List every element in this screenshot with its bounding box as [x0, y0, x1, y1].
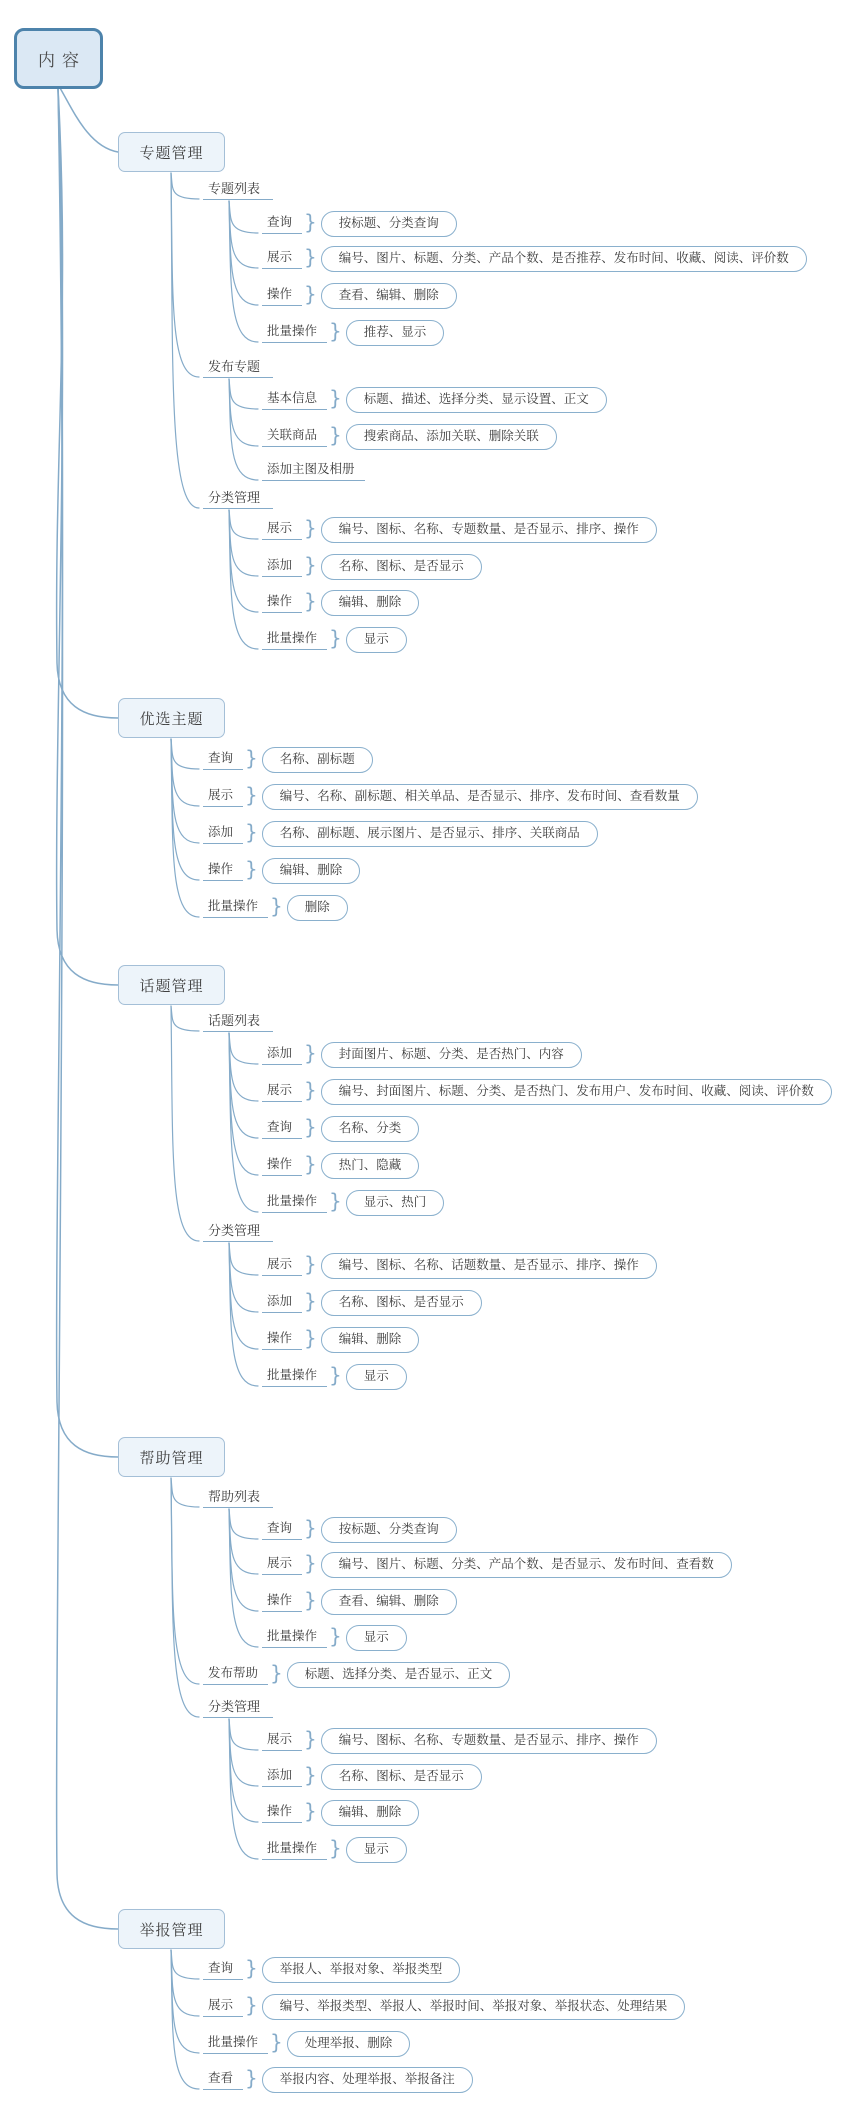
- row-label[interactable]: 操作: [262, 1331, 302, 1350]
- row-label[interactable]: 批量操作: [262, 1368, 327, 1387]
- brace-connector-icon: }: [304, 1550, 317, 1575]
- leaf-row: [262, 319, 444, 347]
- detail-pill[interactable]: 推荐、显示: [346, 320, 445, 346]
- row-label[interactable]: 操作: [203, 862, 243, 881]
- branch-node[interactable]: 举报管理: [118, 1909, 225, 1949]
- detail-pill[interactable]: 按标题、分类查询: [321, 1517, 457, 1543]
- row-label[interactable]: 批量操作: [262, 1629, 327, 1648]
- leaf-row: [262, 1799, 419, 1827]
- leaf-row: [203, 820, 598, 848]
- detail-pill[interactable]: 编号、名称、副标题、相关单品、是否显示、排序、发布时间、查看数量: [262, 784, 698, 810]
- brace-connector-icon: }: [304, 1040, 317, 1065]
- root-topic-node[interactable]: 内容: [14, 28, 103, 89]
- brace-connector-icon: }: [329, 1835, 342, 1860]
- brace-connector-icon: }: [270, 1660, 283, 1685]
- row-label[interactable]: 批量操作: [262, 631, 327, 650]
- brace-connector-icon: }: [304, 281, 317, 306]
- detail-pill[interactable]: 编辑、删除: [321, 1800, 420, 1826]
- leaf-row: [203, 783, 698, 811]
- detail-pill[interactable]: 编辑、删除: [262, 858, 361, 884]
- detail-pill[interactable]: 编号、图标、名称、话题数量、是否显示、排序、操作: [321, 1253, 657, 1279]
- row-label[interactable]: 基本信息: [262, 391, 327, 410]
- subtopic-label[interactable]: 发布专题: [203, 359, 273, 378]
- brace-connector-icon: }: [304, 1325, 317, 1350]
- leaf-row: [262, 1624, 407, 1652]
- leaf-row: [262, 1727, 657, 1755]
- brace-connector-icon: }: [304, 588, 317, 613]
- brace-connector-icon: }: [245, 856, 258, 881]
- brace-connector-icon: }: [329, 1623, 342, 1648]
- leaf-row: [262, 1551, 732, 1579]
- row-label[interactable]: 操作: [262, 1157, 302, 1176]
- leaf-row: [262, 423, 557, 451]
- brace-connector-icon: }: [304, 552, 317, 577]
- leaf-row: [262, 516, 657, 544]
- row-label[interactable]: 批量操作: [262, 1841, 327, 1860]
- leaf-row: [262, 626, 407, 654]
- brace-connector-icon: }: [245, 745, 258, 770]
- brace-connector-icon: }: [329, 318, 342, 343]
- subtopic-row: [203, 1218, 273, 1246]
- detail-pill[interactable]: 查看、编辑、删除: [321, 1589, 457, 1615]
- detail-pill[interactable]: 名称、图标、是否显示: [321, 1290, 482, 1316]
- leaf-row: [262, 1326, 419, 1354]
- brace-connector-icon: }: [245, 1992, 258, 2017]
- brace-connector-icon: }: [245, 1955, 258, 1980]
- brace-connector-icon: }: [304, 1114, 317, 1139]
- row-label[interactable]: 添加: [262, 558, 302, 577]
- row-label[interactable]: 批量操作: [262, 1194, 327, 1213]
- detail-pill[interactable]: 名称、图标、是否显示: [321, 554, 482, 580]
- row-label[interactable]: 发布帮助: [203, 1666, 268, 1685]
- row-label[interactable]: 操作: [262, 1593, 302, 1612]
- leaf-row: [203, 1956, 460, 1984]
- row-label[interactable]: 批量操作: [262, 324, 327, 343]
- detail-pill[interactable]: 热门、隐藏: [321, 1153, 420, 1179]
- detail-pill[interactable]: 标题、描述、选择分类、显示设置、正文: [346, 387, 607, 413]
- subtopic-label[interactable]: 话题列表: [203, 1013, 273, 1032]
- detail-pill[interactable]: 标题、选择分类、是否显示、正文: [287, 1662, 511, 1688]
- brace-connector-icon: }: [270, 893, 283, 918]
- leaf-row: [203, 2030, 410, 2058]
- leaf-row: [262, 1115, 419, 1143]
- detail-pill[interactable]: 编号、图标、名称、专题数量、是否显示、排序、操作: [321, 517, 657, 543]
- detail-pill[interactable]: 举报人、举报对象、举报类型: [262, 1957, 461, 1983]
- brace-connector-icon: }: [304, 209, 317, 234]
- leaf-row: [262, 282, 457, 310]
- leaf-row: [262, 1078, 832, 1106]
- branch-node[interactable]: 专题管理: [118, 132, 225, 172]
- detail-pill[interactable]: 显示: [346, 1837, 407, 1863]
- subtopic-row: [203, 176, 273, 204]
- detail-pill[interactable]: 编号、图片、标题、分类、产品个数、是否显示、发布时间、查看数: [321, 1552, 732, 1578]
- leaf-row: [262, 245, 807, 273]
- leaf-row: [203, 1661, 510, 1689]
- leaf-row: [262, 1363, 407, 1391]
- brace-connector-icon: }: [304, 1251, 317, 1276]
- row-label[interactable]: 添加主图及相册: [262, 462, 365, 481]
- detail-pill[interactable]: 编号、举报类型、举报人、举报时间、举报对象、举报状态、处理结果: [262, 1994, 686, 2020]
- brace-connector-icon: }: [304, 1077, 317, 1102]
- subtopic-label[interactable]: 专题列表: [203, 181, 273, 200]
- detail-pill[interactable]: 名称、图标、是否显示: [321, 1764, 482, 1790]
- brace-connector-icon: }: [304, 1798, 317, 1823]
- row-label[interactable]: 操作: [262, 1804, 302, 1823]
- subtopic-row: [203, 354, 273, 382]
- detail-pill[interactable]: 编号、图片、标题、分类、产品个数、是否推荐、发布时间、收藏、阅读、评价数: [321, 246, 807, 272]
- subtopic-row: [203, 1008, 273, 1036]
- brace-connector-icon: }: [329, 625, 342, 650]
- brace-connector-icon: }: [270, 2029, 283, 2054]
- row-label[interactable]: 添加: [262, 1294, 302, 1313]
- detail-pill[interactable]: 显示: [346, 1625, 407, 1651]
- row-label[interactable]: 展示: [262, 1257, 302, 1276]
- detail-pill[interactable]: 举报内容、处理举报、举报备注: [262, 2067, 473, 2093]
- brace-connector-icon: }: [304, 515, 317, 540]
- leaf-row: [262, 1041, 582, 1069]
- detail-pill[interactable]: 名称、副标题: [262, 747, 373, 773]
- detail-pill[interactable]: 编号、图标、名称、专题数量、是否显示、排序、操作: [321, 1728, 657, 1754]
- row-label[interactable]: 添加: [262, 1046, 302, 1065]
- brace-connector-icon: }: [245, 2065, 258, 2090]
- subtopic-row: [203, 1484, 273, 1512]
- leaf-row: [262, 1189, 444, 1217]
- leaf-row: [262, 457, 365, 485]
- leaf-row: [203, 1993, 685, 2021]
- leaf-row: [203, 894, 348, 922]
- row-label[interactable]: 添加: [203, 825, 243, 844]
- row-label[interactable]: 展示: [262, 1556, 302, 1575]
- leaf-row: [203, 2066, 473, 2094]
- brace-connector-icon: }: [304, 1515, 317, 1540]
- subtopic-row: [203, 1694, 273, 1722]
- row-label[interactable]: 展示: [203, 1998, 243, 2017]
- row-label[interactable]: 展示: [203, 788, 243, 807]
- row-label[interactable]: 查询: [262, 1521, 302, 1540]
- detail-pill[interactable]: 编号、封面图片、标题、分类、是否热门、发布用户、发布时间、收藏、阅读、评价数: [321, 1079, 832, 1105]
- row-label[interactable]: 展示: [262, 1083, 302, 1102]
- leaf-row: [262, 1836, 407, 1864]
- brace-connector-icon: }: [329, 385, 342, 410]
- leaf-row: [203, 857, 360, 885]
- branch-node[interactable]: 话题管理: [118, 965, 225, 1005]
- detail-pill[interactable]: 处理举报、删除: [287, 2031, 411, 2057]
- detail-pill[interactable]: 编辑、删除: [321, 590, 420, 616]
- row-label[interactable]: 查询: [203, 751, 243, 770]
- detail-pill[interactable]: 封面图片、标题、分类、是否热门、内容: [321, 1042, 582, 1068]
- branch-node[interactable]: 优选主题: [118, 698, 225, 738]
- detail-pill[interactable]: 删除: [287, 895, 348, 921]
- detail-pill[interactable]: 查看、编辑、删除: [321, 283, 457, 309]
- leaf-row: [203, 746, 373, 774]
- detail-pill[interactable]: 显示、热门: [346, 1190, 445, 1216]
- detail-pill[interactable]: 显示: [346, 1364, 407, 1390]
- detail-pill[interactable]: 名称、副标题、展示图片、是否显示、排序、关联商品: [262, 821, 598, 847]
- brace-connector-icon: }: [245, 782, 258, 807]
- leaf-row: [262, 1516, 457, 1544]
- row-label[interactable]: 展示: [262, 521, 302, 540]
- subtopic-label[interactable]: 分类管理: [203, 1223, 273, 1242]
- row-label[interactable]: 批量操作: [203, 899, 268, 918]
- brace-connector-icon: }: [304, 1151, 317, 1176]
- row-label[interactable]: 查询: [203, 1961, 243, 1980]
- detail-pill[interactable]: 搜索商品、添加关联、删除关联: [346, 424, 557, 450]
- row-label[interactable]: 操作: [262, 287, 302, 306]
- brace-connector-icon: }: [304, 1587, 317, 1612]
- subtopic-label[interactable]: 分类管理: [203, 490, 273, 509]
- leaf-row: [262, 1289, 482, 1317]
- detail-pill[interactable]: 显示: [346, 627, 407, 653]
- row-label[interactable]: 添加: [262, 1768, 302, 1787]
- leaf-row: [262, 589, 419, 617]
- leaf-row: [262, 553, 482, 581]
- brace-connector-icon: }: [329, 1362, 342, 1387]
- brace-connector-icon: }: [329, 422, 342, 447]
- row-label[interactable]: 查看: [203, 2071, 243, 2090]
- row-label[interactable]: 操作: [262, 594, 302, 613]
- leaf-row: [262, 1252, 657, 1280]
- leaf-row: [262, 1588, 457, 1616]
- brace-connector-icon: }: [304, 244, 317, 269]
- brace-connector-icon: }: [245, 819, 258, 844]
- brace-connector-icon: }: [329, 1188, 342, 1213]
- subtopic-row: [203, 485, 273, 513]
- row-label[interactable]: 展示: [262, 250, 302, 269]
- leaf-row: [262, 1763, 482, 1791]
- leaf-row: [262, 210, 457, 238]
- brace-connector-icon: }: [304, 1726, 317, 1751]
- leaf-row: [262, 386, 607, 414]
- leaf-row: [262, 1152, 419, 1180]
- row-label[interactable]: 查询: [262, 215, 302, 234]
- row-label[interactable]: 批量操作: [203, 2035, 268, 2054]
- detail-pill[interactable]: 编辑、删除: [321, 1327, 420, 1353]
- row-label[interactable]: 查询: [262, 1120, 302, 1139]
- subtopic-label[interactable]: 分类管理: [203, 1699, 273, 1718]
- row-label[interactable]: 关联商品: [262, 428, 327, 447]
- branch-node[interactable]: 帮助管理: [118, 1437, 225, 1477]
- brace-connector-icon: }: [304, 1762, 317, 1787]
- brace-connector-icon: }: [304, 1288, 317, 1313]
- detail-pill[interactable]: 名称、分类: [321, 1116, 420, 1142]
- row-label[interactable]: 展示: [262, 1732, 302, 1751]
- detail-pill[interactable]: 按标题、分类查询: [321, 211, 457, 237]
- subtopic-label[interactable]: 帮助列表: [203, 1489, 273, 1508]
